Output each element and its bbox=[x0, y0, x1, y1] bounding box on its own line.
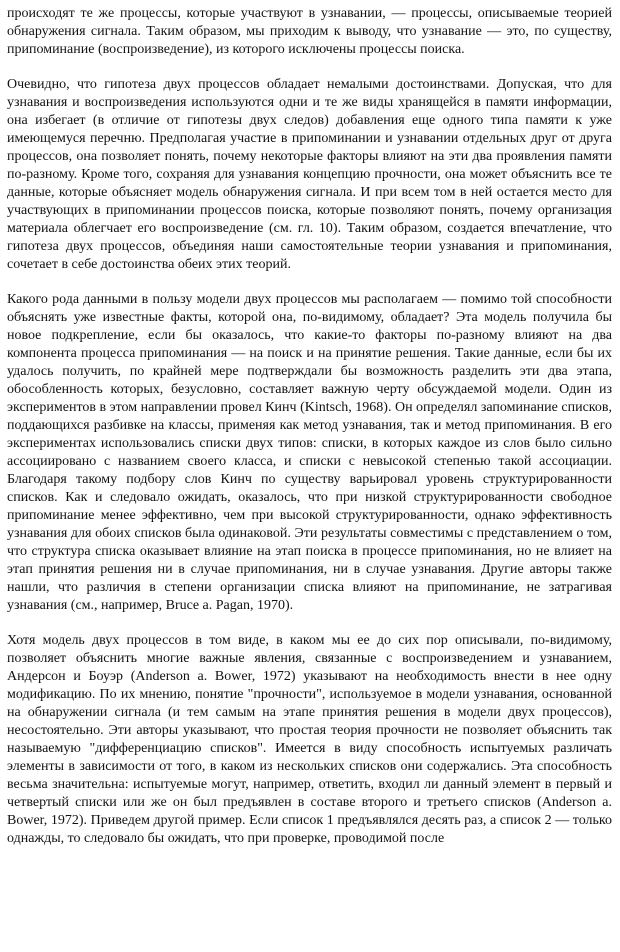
paragraph: Хотя модель двух процессов в том виде, в каком мы ее до сих пор описывали, по-видимому, позволяет объяснить многие важные явления, связанные с воспроизведением и узнаванием, Андерсон и Боуэр (Anderson a. Bower, 1972) указывают на необходимость внести в нее одну модификацию. По их мнению, понятие "прочности", используемое в модели узнавания, основанной на обнаружении сигнала (и тем самым на этапе принятия решения в модели двух процессов), несостоятельно. Эти авторы указывают, что простая теория прочности не позволяет объяснить так называемую "дифференциацию списков". Имеется в виду способность испытуемых различать элементы в зависимости от того, в каком из нескольких списков они содержались. Эта способность весьма значительна: испытуемые могут, например, ответить, входил ли данный элемент в первый и четвертый списки или же он был предъявлен в составе второго и третьего списков (Anderson a. Bower, 1972). Приведем другой пример. Если список 1 предъявлялся десять раз, а список 2 — только однажды, то следовало бы ожидать, что при проверке, проводимой после bbox=[7, 633, 612, 846]
paragraph: Очевидно, что гипотеза двух процессов обладает немалыми достоинствами. Допуская, что для узнавания и воспроизведения используются одни и те же виды хранящейся в памяти информации, она избегает (в отличие от гипотезы двух следов) добавления еще одного типа памяти к уже имеющемуся перечню. Предполагая участие в припоминании и узнавании отдельных друг от друга процессов, она позволяет понять, почему некоторые факторы влияют на эти два проявления памяти по-разному. Кроме того, сохраняя для узнавания концепцию прочности, она может объяснить все те данные, которые объясняет модель обнаружения сигнала. И при всем том в ней остается место для участвующих в припоминании процессов поиска, которые позволяют понять, почему организация материала облегчает его воспроизведение (см. гл. 10). Таким образом, создается впечатление, что гипотеза двух процессов, объединяя наши самостоятельные теории узнавания и припоминания, сочетает в себе достоинства обеих этих теорий. bbox=[7, 77, 612, 272]
paragraph: происходят те же процессы, которые участвуют в узнавании, — процессы, описываемые теорией обнаружения сигнала. Таким образом, мы приходим к выводу, что узнавание — это, по существу, припоминание (воспроизведение), из которого исключены процессы поиска. bbox=[7, 6, 612, 57]
paragraph: Какого рода данными в пользу модели двух процессов мы располагаем — помимо той способности объяснять уже известные факты, которой она, по-видимому, обладает? Эта модель получила бы новое подкрепление, если бы оказалось, что какие-то факторы по-разному влияют на два компонента процесса припоминания — на поиск и на принятие решения. Такие данные, если бы их удалось получить, по крайней мере подтверждали бы возможность разделить эти два этапа, обособленность которых, безусловно, составляет важную черту обсуждаемой модели. Один из экспериментов в этом направлении провел Кинч (Kintsch, 1968). Он определял запоминание списков, поддающихся разбивке на классы, применяя как метод узнавания, так и метод припоминания. В его экспериментах использовались списки двух типов: списки, в которых каждое из слов было сильно ассоциировано с названием своего класса, и списки с невысокой степенью такой ассоциации. Благодаря такому подбору слов Кинч по существу варьировал уровень структурированности списков. Как и следовало ожидать, оказалось, что при низкой структурированности свободное припоминание менее эффективно, чем при высокой структурированности, однако эффективность узнавания для обоих списков была одинаковой. Эти результаты совместимы с представлением о том, что структура списка оказывает влияние на этап поиска в процессе припоминания, но не влияет на этап принятия решения ни в случае припоминания, ни в случае узнавания. Другие авторы также нашли, что различия в степени организации списка влияют на припоминание, не затрагивая узнавания (см., например, Bruce a. Pagan, 1970). bbox=[7, 292, 612, 613]
